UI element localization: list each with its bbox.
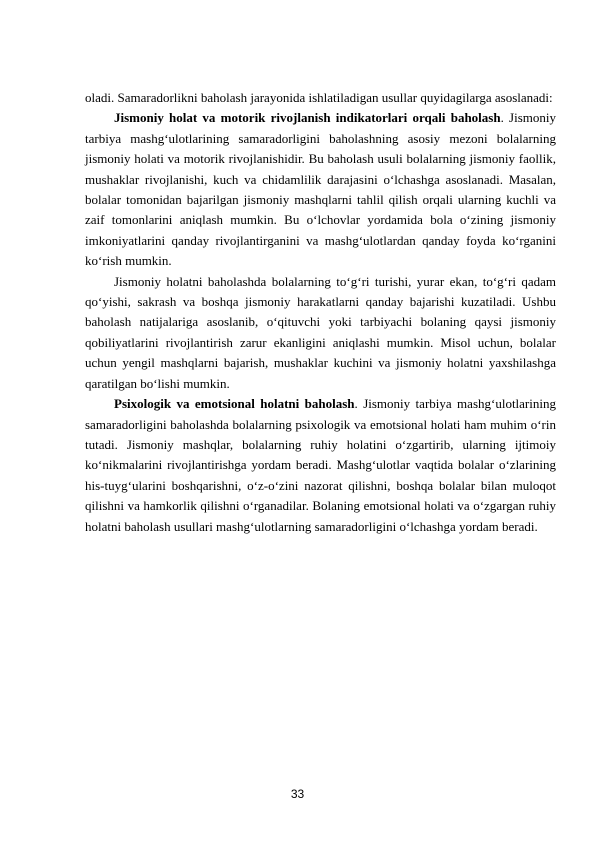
paragraph-heading: Jismoniy holat va motorik rivojlanish indikatorlari orqali baholash xyxy=(114,110,501,126)
paragraph-heading: Psixologik va emotsional holatni baholash xyxy=(114,396,355,412)
paragraph-psychological-assessment xyxy=(85,394,556,537)
paragraph-text: Jismoniy holatni baholashda bolalarning to‘g‘ri turishi, yurar ekan, to‘g‘ri qadam qo‘yishi, sakrash va boshqa jismoniy harakatlarni qanday bajarishi kuzatiladi. Ushbu baholash natijalariga asoslanib, o‘qituvchi yoki tarbiyachi bolaning qaysi jismoniy qobiliyatlarini rivojlantirish zarur ekanligini aniqlashi mumkin. Misol uchun, bolalar uchun yengil mashqlarni bajarish, mushaklar kuchini va jismoniy holatni yaxshilashga qaratilgan bo‘lishi mumkin. xyxy=(85,273,556,391)
page-number: 33 xyxy=(290,787,305,801)
body-text xyxy=(85,88,556,537)
paragraph-physical-assessment xyxy=(85,108,556,271)
paragraph-physical-observation xyxy=(85,272,556,394)
paragraph-continuation xyxy=(85,88,556,108)
paragraph-text: . Jismoniy tarbiya mashg‘ulotlarining samaradorligini baholashning asosiy mezoni bolalarning jismoniy holati va motorik rivojlanishidir. Bu baholash usuli bolalarning jismoniy faollik, mushaklar rivojlanishi, kuch va chidamlilik darajasini o‘lchashga asoslanadi. Masalan, bolalar tomonidan bajarilgan jismoniy mashqlarni tahlil qilish orqali ularning kuchli va zaif tomonlarini aniqlash mumkin. Bu o‘lchovlar yordamida bola o‘zining jismoniy imkoniyatlarini qanday rivojlantirganini va mashg‘ulotlardan qanday foyda ko‘rganini ko‘rish mumkin. xyxy=(85,110,556,269)
paragraph-text: oladi. Samaradorlikni baholash jarayonida ishlatiladigan usullar quyidagilarga asoslanadi: xyxy=(85,90,553,105)
paragraph-text: . Jismoniy tarbiya mashg‘ulotlarining samaradorligini baholashda bolalarning psixologik va emotsional holati ham muhim o‘rin tutadi. Jismoniy mashqlar, bolalarning ruhiy holatini o‘zgartirib, ularning ijtimoiy ko‘nikmalarini rivojlantirishga yordam beradi. Mashg‘ulotlar vaqtida bolalar o‘zlarining his-tuyg‘ularini boshqarishni, o‘z-o‘zini nazorat qilishni, boshqa bolalar bilan muloqot qilishni va hamkorlik qilishni o‘rganadilar. Bolaning emotsional holati va o‘zgargan ruhiy holatni baholash usullari mashg‘ulotlarning samaradorligini o‘lchashga yordam beradi. xyxy=(85,396,556,534)
